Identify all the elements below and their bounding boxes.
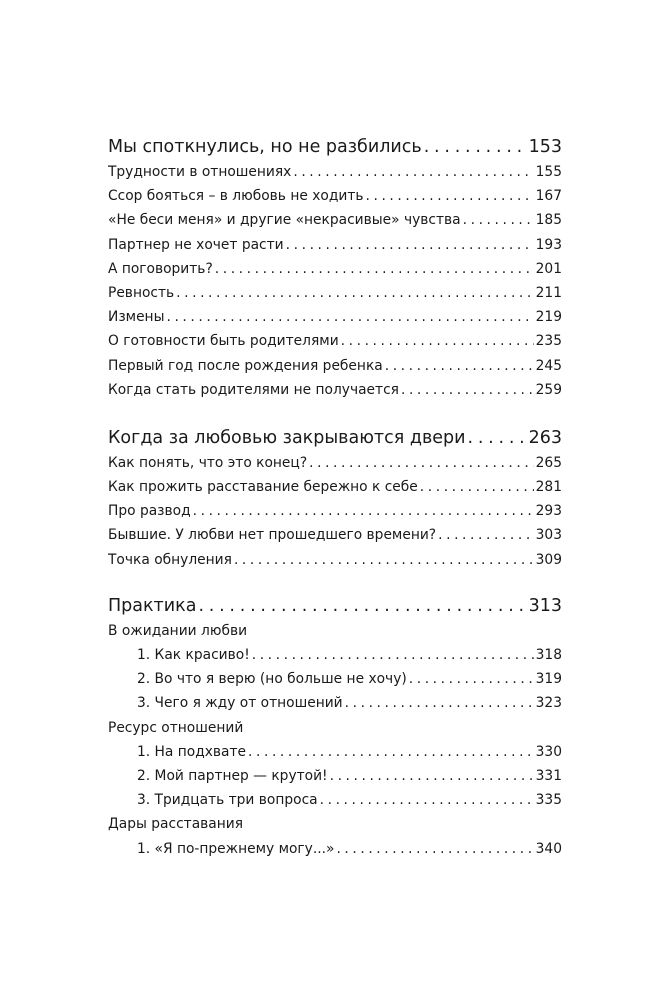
dot-leader — [330, 764, 534, 788]
dot-leader — [345, 691, 534, 715]
toc-group-heading — [108, 716, 562, 740]
group-title: В ожидании любви — [108, 622, 248, 639]
dot-leader — [166, 305, 533, 329]
entry-title: 3. Тридцать три вопроса — [137, 792, 318, 809]
entry-title: «Не беси меня» и другие «некрасивые» чувства — [108, 212, 461, 229]
entry-title: Как понять, что это конец? — [108, 454, 308, 471]
toc-entry — [108, 281, 562, 305]
toc-entry — [108, 548, 562, 572]
dot-leader — [215, 257, 534, 281]
entry-title: 1. Как красиво! — [137, 647, 250, 663]
page-number: 331 — [535, 767, 562, 784]
entry-title: Трудности в отношениях — [108, 164, 292, 180]
group-title: Ресурс отношений — [108, 719, 244, 736]
toc-entry — [108, 233, 562, 257]
toc-entry — [108, 160, 562, 184]
dot-leader — [420, 475, 534, 499]
toc-practice-item — [108, 788, 562, 812]
page-number: 219 — [535, 309, 562, 326]
page-number: 263 — [528, 427, 562, 448]
toc-group-heading — [108, 812, 562, 836]
entry-title: 1. «Я по-прежнему могу...» — [137, 840, 335, 857]
entry-title: 3. Чего я жду от отношений — [137, 695, 343, 712]
dot-leader — [234, 548, 534, 572]
toc-practice-item — [108, 764, 562, 788]
section-spacer — [108, 572, 562, 593]
dot-leader — [468, 425, 527, 451]
entry-title: Как прожить расставание бережно к себе — [108, 479, 418, 496]
entry-title: Первый год после рождения ребенка — [108, 357, 383, 374]
page-number: 185 — [535, 212, 562, 229]
section-title: Мы споткнулись, но не разбились — [108, 137, 422, 157]
dot-leader — [252, 643, 534, 667]
page-number: 265 — [535, 454, 562, 471]
group-title: Дары расставания — [108, 816, 244, 833]
entry-title: Партнер не хочет расти — [108, 236, 284, 253]
entry-title: Измены — [108, 309, 165, 326]
dot-leader — [320, 788, 534, 812]
dot-leader — [409, 667, 534, 691]
dot-leader — [424, 134, 527, 160]
dot-leader — [438, 523, 534, 547]
entry-title: Ссор бояться – в любовь не ходить — [108, 188, 364, 205]
page-number: 201 — [535, 260, 562, 277]
toc-entry — [108, 475, 562, 499]
dot-leader — [401, 378, 534, 402]
entry-title: 1. На подхвате — [137, 743, 247, 760]
section-spacer — [108, 402, 562, 425]
toc-entry — [108, 451, 562, 475]
page-number: 167 — [535, 188, 562, 205]
toc-practice-item — [108, 691, 562, 715]
page-number: 313 — [528, 595, 562, 616]
page-number: 235 — [535, 333, 562, 350]
entry-title: Ревность — [108, 284, 175, 301]
dot-leader — [463, 208, 534, 232]
page-number: 281 — [535, 479, 562, 496]
toc-entry — [108, 378, 562, 402]
toc-entry — [108, 499, 562, 523]
toc-entry — [108, 257, 562, 281]
dot-leader — [176, 281, 534, 305]
page-number: 335 — [535, 792, 562, 809]
dot-leader — [309, 451, 534, 475]
section-title: Когда за любовью закрываются двери — [108, 427, 466, 448]
dot-leader — [198, 593, 526, 619]
entry-title: О готовности быть родителями — [108, 333, 339, 350]
dot-leader — [293, 160, 533, 184]
page-number: 259 — [535, 381, 562, 398]
entry-title: Когда стать родителями не получается — [108, 381, 399, 398]
page-number: 323 — [535, 695, 562, 712]
dot-leader — [336, 837, 533, 861]
toc-practice-item — [108, 837, 562, 861]
dot-leader — [286, 233, 534, 257]
page-number: 318 — [535, 647, 562, 663]
toc-entry — [108, 184, 562, 208]
entry-title: Бывшие. У любви нет прошедшего времени? — [108, 527, 437, 544]
page-number: 330 — [535, 743, 562, 760]
page-number: 293 — [535, 503, 562, 520]
table-of-contents — [108, 134, 562, 861]
page-number: 340 — [535, 840, 562, 857]
section-title: Практика — [108, 595, 197, 616]
page-number: 193 — [535, 236, 562, 253]
page-number: 303 — [535, 527, 562, 544]
entry-title: 2. Мой партнер — крутой! — [137, 767, 328, 784]
toc-entry — [108, 329, 562, 353]
dot-leader — [341, 329, 534, 353]
entry-title: А поговорить? — [108, 260, 213, 277]
page-number: 211 — [535, 284, 562, 301]
toc-entry — [108, 523, 562, 547]
toc-entry — [108, 305, 562, 329]
toc-group-heading — [108, 619, 562, 643]
page-number: 155 — [535, 164, 562, 180]
dot-leader — [366, 184, 534, 208]
toc-practice-item — [108, 667, 562, 691]
page-number: 319 — [535, 671, 562, 688]
toc-practice-item — [108, 643, 562, 667]
dot-leader — [385, 354, 534, 378]
toc-practice-item — [108, 740, 562, 764]
entry-title: Точка обнуления — [108, 551, 232, 568]
entry-title: 2. Во что я верю (но больше не хочу) — [137, 671, 407, 688]
page-number: 245 — [535, 357, 562, 374]
toc-section-heading — [108, 425, 562, 451]
toc-section-heading — [108, 134, 562, 160]
page-number: 309 — [535, 551, 562, 568]
toc-entry — [108, 354, 562, 378]
toc-section-heading — [108, 593, 562, 619]
dot-leader — [193, 499, 534, 523]
dot-leader — [248, 740, 534, 764]
entry-title: Про развод — [108, 503, 191, 520]
toc-entry — [108, 208, 562, 232]
page-number: 153 — [528, 137, 562, 157]
